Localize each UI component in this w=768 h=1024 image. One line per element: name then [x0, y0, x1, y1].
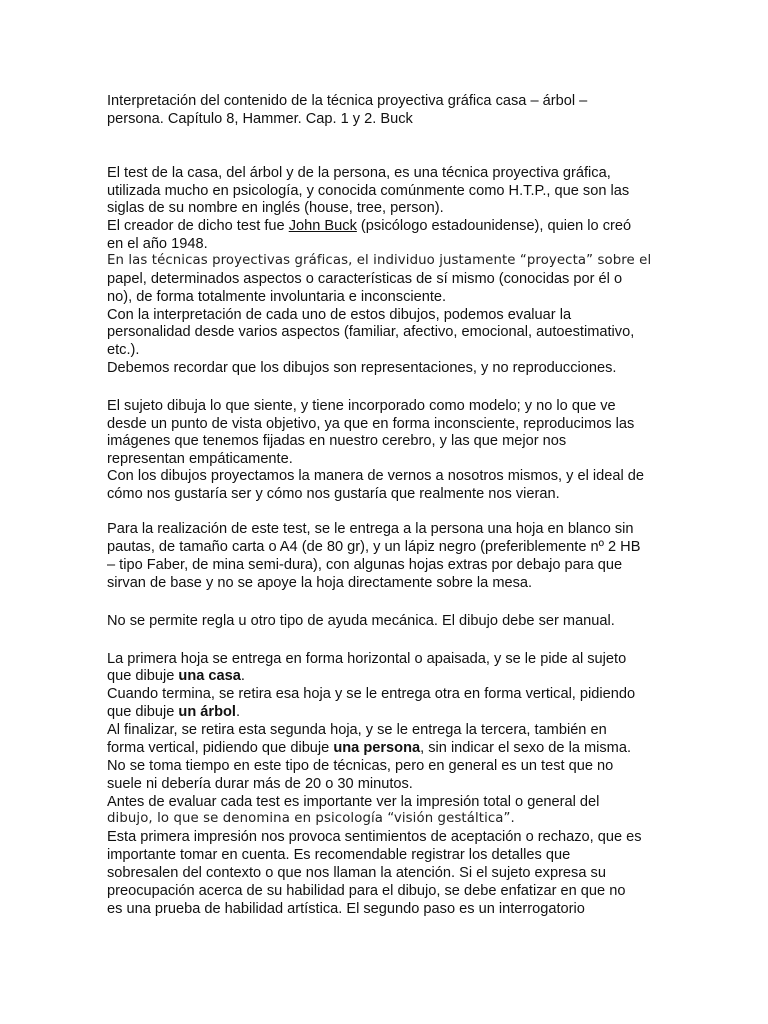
title-line: Interpretación del contenido de la técnica proyectiva gráfica casa – árbol –: [107, 93, 588, 109]
emphasis-person: una persona: [333, 740, 421, 756]
text-line: – tipo Faber, de mina semi-dura), con algunas hojas extras por debajo para que: [107, 557, 623, 573]
text-line: En las técnicas proyectivas gráficas, el individuo justamente “proyecta” sobre el: [107, 253, 652, 268]
text-line: Con los dibujos proyectamos la manera de vernos a nosotros mismos, y el ideal de: [107, 468, 644, 484]
john-buck-link[interactable]: John Buck: [288, 218, 357, 234]
text-line: [107, 217, 631, 235]
text-line: utilizada mucho en psicología, y conocida comúnmente como H.T.P., que son las: [107, 183, 630, 199]
text-line: sobresalen del contexto o que nos llaman la atención. Si el sujeto expresa su: [107, 865, 606, 881]
text-line: sirvan de base y no se apoye la hoja directamente sobre la mesa.: [107, 575, 533, 591]
emphasis-tree: un árbol: [178, 704, 236, 720]
text-line: [107, 703, 240, 721]
text-line: Cuando termina, se retira esa hoja y se le entrega otra en forma vertical, pidiendo: [107, 686, 636, 702]
text-line: [107, 739, 631, 757]
text-line: Con la interpretación de cada uno de estos dibujos, podemos evaluar la: [107, 307, 572, 323]
text-run: .: [236, 704, 241, 720]
text-line: Antes de evaluar cada test es importante ver la impresión total o general del: [107, 794, 600, 810]
text-run: .: [240, 668, 245, 684]
text-line: No se permite regla u otro tipo de ayuda mecánica. El dibujo debe ser manual.: [107, 613, 615, 629]
text-line: Al finalizar, se retira esta segunda hoja, y se le entrega la tercera, también en: [107, 722, 607, 738]
text-run: que dibuje: [107, 668, 179, 684]
text-run: que dibuje: [107, 704, 179, 720]
text-line: El sujeto dibuja lo que siente, y tiene incorporado como modelo; y no lo que ve: [107, 398, 616, 414]
text-line: preocupación acerca de su habilidad para el dibujo, se debe enfatizar en que no: [107, 883, 626, 899]
text-line: siglas de su nombre en inglés (house, tree, person).: [107, 200, 444, 216]
title-line: persona. Capítulo 8, Hammer. Cap. 1 y 2. Buck: [107, 111, 413, 127]
text-line: importante tomar en cuenta. Es recomendable registrar los detalles que: [107, 847, 571, 863]
text-line: etc.).: [107, 342, 140, 358]
text-line: personalidad desde varios aspectos (familiar, afectivo, emocional, autoestimativo,: [107, 324, 635, 340]
text-line: Esta primera impresión nos provoca sentimientos de aceptación o rechazo, que es: [107, 829, 642, 845]
text-line: [107, 667, 245, 685]
emphasis-house: una casa: [178, 668, 241, 684]
text-line: Debemos recordar que los dibujos son representaciones, y no reproducciones.: [107, 360, 617, 376]
text-line: desde un punto de vista objetivo, ya que en forma inconsciente, reproducimos las: [107, 416, 635, 432]
text-run: , sin indicar el sexo de la misma.: [420, 740, 632, 756]
text-line: imágenes que tenemos fijadas en nuestro cerebro, y las que mejor nos: [107, 433, 567, 449]
text-line: en el año 1948.: [107, 236, 208, 252]
text-line: No se toma tiempo en este tipo de técnicas, pero en general es un test que no: [107, 758, 614, 774]
text-line: El test de la casa, del árbol y de la persona, es una técnica proyectiva gráfica,: [107, 165, 611, 181]
text-line: suele ni debería durar más de 20 o 30 minutos.: [107, 776, 413, 792]
text-line: cómo nos gustaría ser y cómo nos gustaría que realmente nos vieran.: [107, 486, 560, 502]
text-run: (psicólogo estadounidense), quien lo creó: [356, 218, 632, 234]
text-line: papel, determinados aspectos o características de sí mismo (conocidas por él o: [107, 271, 623, 287]
text-run: forma vertical, pidiendo que dibuje: [107, 740, 334, 756]
text-run: El creador de dicho test fue: [107, 218, 289, 234]
text-line: representan empáticamente.: [107, 451, 293, 467]
text-line: La primera hoja se entrega en forma horizontal o apaisada, y se le pide al sujeto: [107, 651, 627, 667]
text-line: pautas, de tamaño carta o A4 (de 80 gr), y un lápiz negro (preferiblemente nº 2 HB: [107, 539, 641, 555]
text-line: no), de forma totalmente involuntaria e inconsciente.: [107, 289, 447, 305]
text-line: dibujo, lo que se denomina en psicología “visión gestáltica”.: [107, 811, 515, 826]
text-line: Para la realización de este test, se le entrega a la persona una hoja en blanco sin: [107, 521, 634, 537]
text-line: es una prueba de habilidad artística. El segundo paso es un interrogatorio: [107, 901, 585, 917]
